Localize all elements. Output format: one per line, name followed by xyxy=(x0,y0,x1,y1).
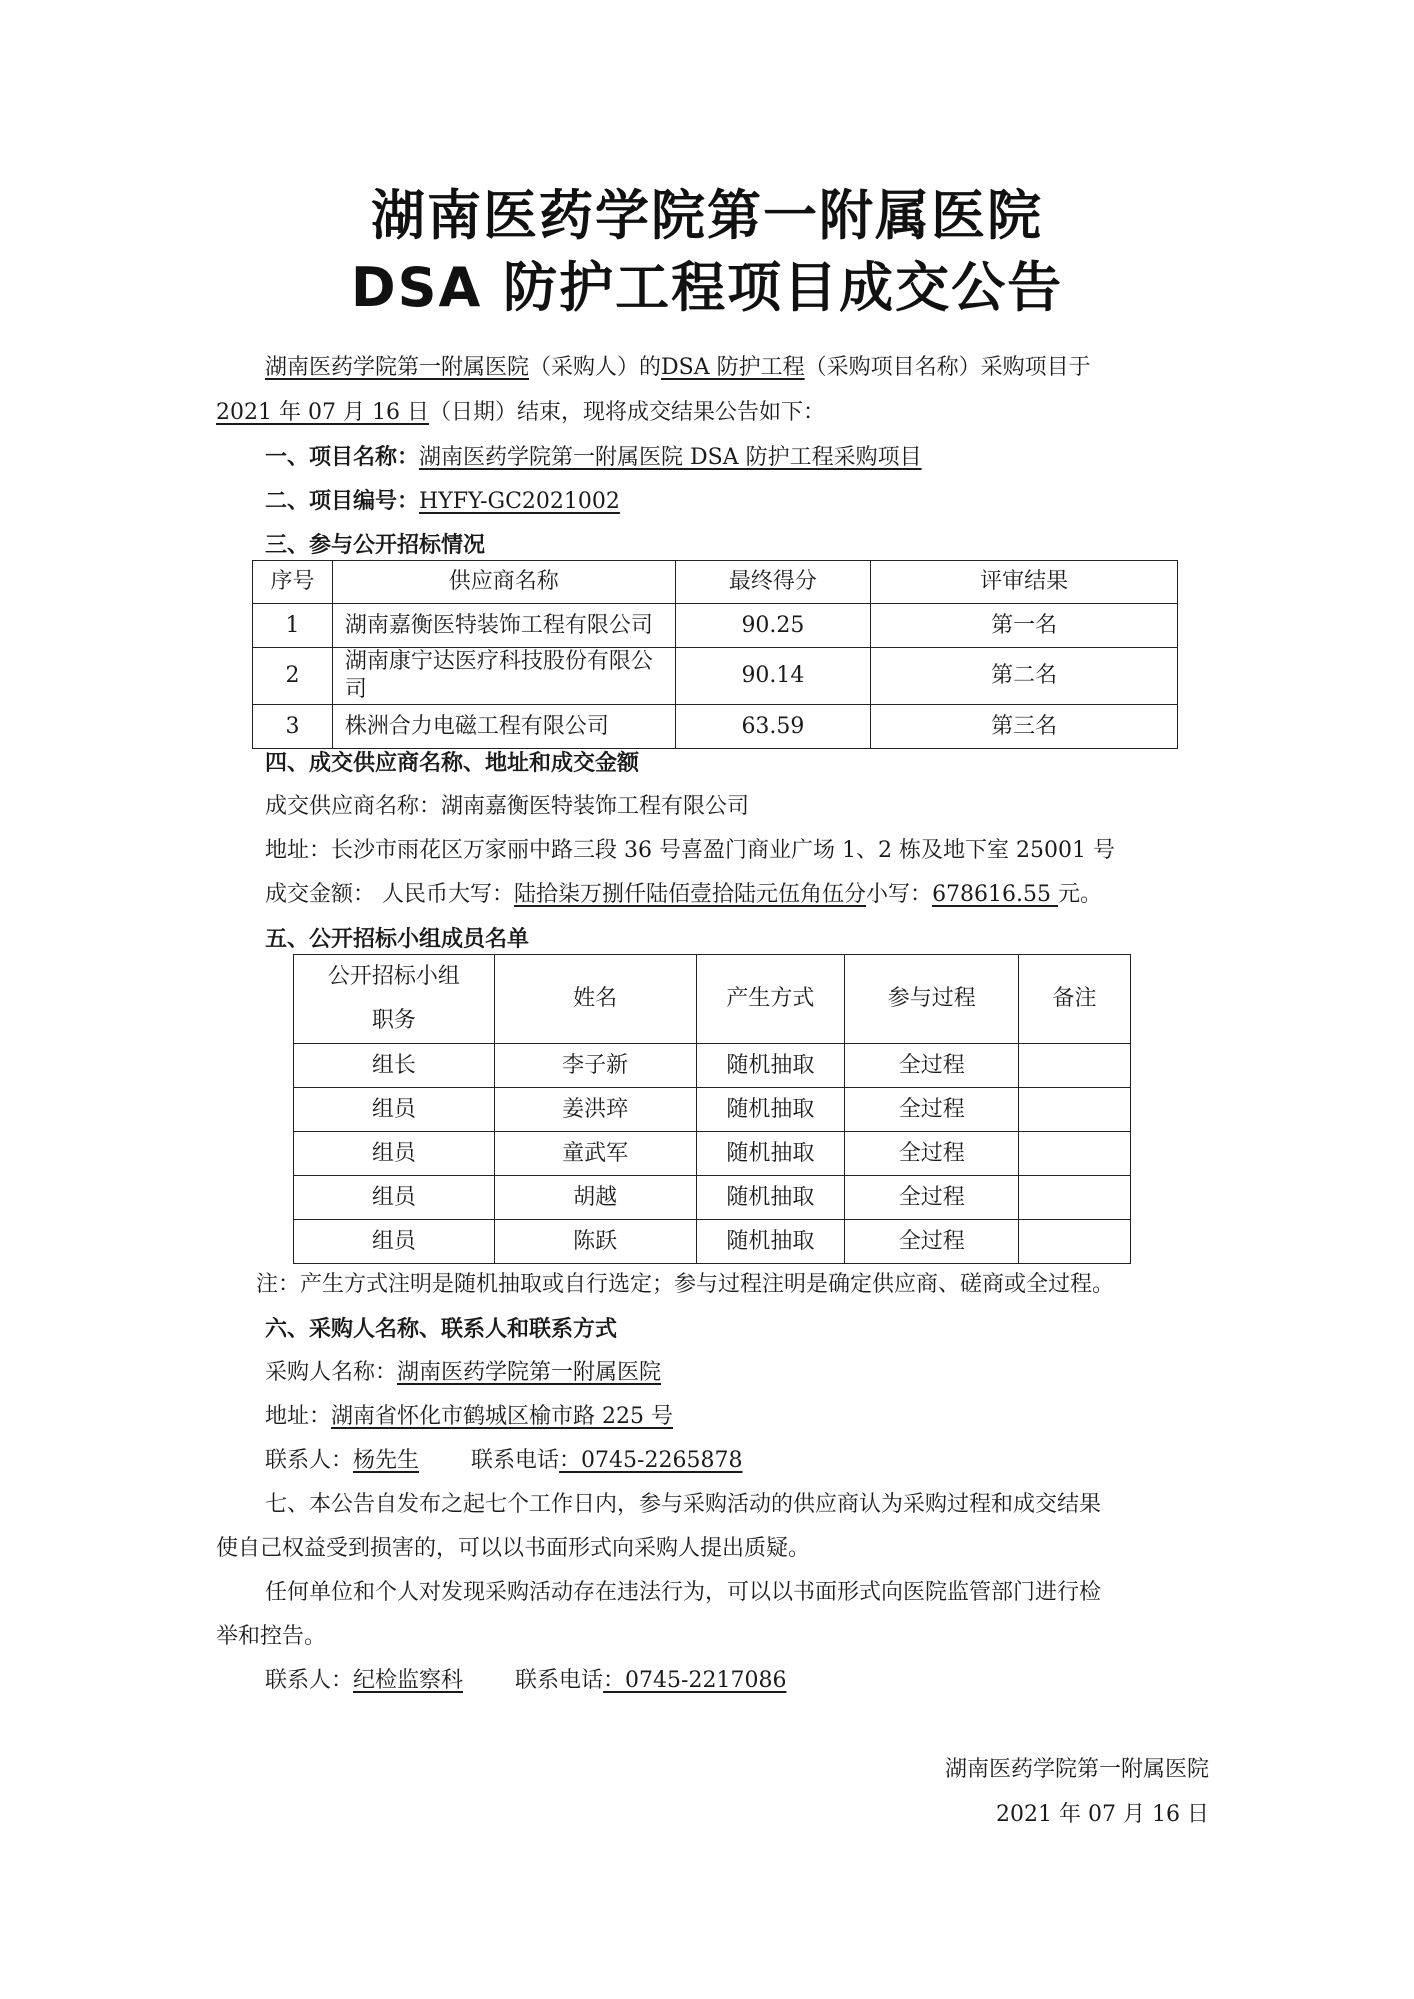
purchaser-phone-value: ：0745-2265878 xyxy=(559,1448,743,1473)
row-index: 3 xyxy=(253,705,333,749)
committee-note: 注：产生方式注明是随机抽取或自行选定；参与过程注明是确定供应商、磋商或全过程。 xyxy=(256,1272,1115,1297)
amount-lower-value: 678616.55 xyxy=(932,882,1059,907)
intro-line-1 xyxy=(265,353,1091,383)
amount-label: 成交金额： xyxy=(265,882,376,907)
header-index: 序号 xyxy=(253,561,333,604)
section-5-heading: 五、公开招标小组成员名单 xyxy=(265,926,530,952)
supervision-contact-line xyxy=(265,1666,786,1696)
member-method: 随机抽取 xyxy=(696,1044,845,1088)
purchaser-address-label: 地址： xyxy=(265,1404,332,1429)
section-project-number xyxy=(265,486,620,517)
header-score: 最终得分 xyxy=(675,561,871,604)
supervision-phone-label: 联系电话 xyxy=(515,1668,604,1693)
bidding-table xyxy=(252,560,1178,749)
section-4-heading: 四、成交供应商名称、地址和成交金额 xyxy=(265,750,640,776)
intro-line-2 xyxy=(216,398,825,428)
member-name: 李子新 xyxy=(494,1044,696,1088)
report-para-line-1: 任何单位和个人对发现采购活动存在违法行为，可以以书面形式向医院监管部门进行检 xyxy=(265,1580,1102,1605)
member-remark xyxy=(1019,1088,1131,1132)
purchaser-contact-label: 联系人： xyxy=(265,1448,354,1473)
report-para-line-2: 举和控告。 xyxy=(216,1624,327,1649)
member-name: 胡越 xyxy=(494,1176,696,1220)
purchaser-phone-label: 联系电话 xyxy=(471,1448,560,1473)
member-position: 组长 xyxy=(294,1044,495,1088)
purchaser-contact-line xyxy=(265,1446,742,1476)
purchaser-name-line xyxy=(265,1358,661,1388)
member-process: 全过程 xyxy=(845,1132,1019,1176)
row-result: 第三名 xyxy=(871,705,1178,749)
row-result: 第二名 xyxy=(871,648,1178,705)
section-2-label: 二、项目编号： xyxy=(265,488,420,514)
table-row xyxy=(294,1220,1131,1264)
committee-table-header xyxy=(294,955,1131,1044)
member-remark xyxy=(1019,1132,1131,1176)
section-6-heading: 六、采购人名称、联系人和联系方式 xyxy=(265,1316,618,1342)
table-row xyxy=(253,604,1178,648)
row-supplier: 湖南嘉衡医特装饰工程有限公司 xyxy=(332,604,675,648)
header-remark: 备注 xyxy=(1019,955,1131,1044)
amount-line xyxy=(265,880,1102,910)
header-process: 参与过程 xyxy=(845,955,1019,1044)
member-method: 随机抽取 xyxy=(696,1220,845,1264)
title-line-2: DSA 防护工程项目成交公告 xyxy=(350,256,1064,319)
project-name-value: 湖南医药学院第一附属医院 DSA 防护工程采购项目 xyxy=(419,445,922,470)
supplier-address-label: 地址： xyxy=(265,838,332,863)
header-name: 姓名 xyxy=(494,955,696,1044)
row-score: 90.25 xyxy=(675,604,871,648)
complaint-para-line-2: 使自己权益受到损害的，可以以书面形式向采购人提出质疑。 xyxy=(216,1536,811,1561)
table-row xyxy=(253,648,1178,705)
member-position: 组员 xyxy=(294,1132,495,1176)
signature-org: 湖南医药学院第一附属医院 xyxy=(944,1757,1209,1782)
supplier-address-line xyxy=(265,836,1115,866)
purchaser-address-line xyxy=(265,1402,673,1432)
header-result: 评审结果 xyxy=(871,561,1178,604)
signature-date: 2021 年 07 月 16 日 xyxy=(996,1802,1209,1827)
complaint-para-line-1: 七、本公告自发布之起七个工作日内，参与采购活动的供应商认为采购过程和成交结果 xyxy=(265,1492,1102,1517)
table-row xyxy=(294,1044,1131,1088)
title-line-1: 湖南医药学院第一附属医院 xyxy=(371,184,1043,247)
supervision-phone-value: ：0745-2217086 xyxy=(603,1668,787,1693)
row-score: 63.59 xyxy=(675,705,871,749)
section-3-heading: 三、参与公开招标情况 xyxy=(265,532,486,558)
member-process: 全过程 xyxy=(845,1088,1019,1132)
supervision-contact-value: 纪检监察科 xyxy=(353,1668,464,1693)
member-remark xyxy=(1019,1044,1131,1088)
table-row xyxy=(253,705,1178,749)
member-name: 姜洪琗 xyxy=(494,1088,696,1132)
purchaser-address-value: 湖南省怀化市鹤城区榆市路 225 号 xyxy=(331,1404,673,1429)
amount-upper-value: 陆拾柒万捌仟陆佰壹拾陆元伍角伍分 xyxy=(514,882,867,907)
purchaser-contact-value: 杨先生 xyxy=(353,1448,420,1473)
row-index: 1 xyxy=(253,604,333,648)
member-method: 随机抽取 xyxy=(696,1176,845,1220)
project-number-value: HYFY-GC2021002 xyxy=(419,489,620,514)
member-method: 随机抽取 xyxy=(696,1088,845,1132)
section-1-label: 一、项目名称： xyxy=(265,444,420,470)
member-name: 童武军 xyxy=(494,1132,696,1176)
row-score: 90.14 xyxy=(675,648,871,705)
member-position: 组员 xyxy=(294,1176,495,1220)
member-remark xyxy=(1019,1220,1131,1264)
amount-lower-label: 小写： xyxy=(866,882,933,907)
header-position: 公开招标小组 职务 xyxy=(294,955,495,1044)
purchaser-name-value: 湖南医药学院第一附属医院 xyxy=(397,1360,662,1385)
member-position: 组员 xyxy=(294,1220,495,1264)
intro-date: 2021 年 07 月 16 日 xyxy=(216,400,429,425)
member-name: 陈跃 xyxy=(494,1220,696,1264)
row-index: 2 xyxy=(253,648,333,705)
supplier-line xyxy=(265,792,749,822)
purchaser-name-label: 采购人名称： xyxy=(265,1360,398,1385)
row-supplier: 湖南康宁达医疗科技股份有限公司 xyxy=(332,648,675,705)
row-supplier: 株洲合力电磁工程有限公司 xyxy=(332,705,675,749)
header-supplier: 供应商名称 xyxy=(332,561,675,604)
table-row xyxy=(294,1132,1131,1176)
member-remark xyxy=(1019,1176,1131,1220)
committee-table xyxy=(293,954,1131,1264)
amount-unit: 元。 xyxy=(1058,882,1103,907)
intro-project-note: （采购项目名称）采购项目于 xyxy=(804,355,1091,380)
bidding-table-header xyxy=(253,561,1178,604)
member-method: 随机抽取 xyxy=(696,1132,845,1176)
member-position: 组员 xyxy=(294,1088,495,1132)
supplier-label: 成交供应商名称： xyxy=(265,794,442,819)
member-process: 全过程 xyxy=(845,1044,1019,1088)
intro-purchaser-note: （采购人）的 xyxy=(529,355,662,380)
supervision-contact-label: 联系人： xyxy=(265,1668,354,1693)
member-process: 全过程 xyxy=(845,1176,1019,1220)
intro-project: DSA 防护工程 xyxy=(661,355,805,380)
section-project-name xyxy=(265,442,922,473)
row-result: 第一名 xyxy=(871,604,1178,648)
supplier-value: 湖南嘉衡医特装饰工程有限公司 xyxy=(441,794,750,819)
supplier-address-value: 长沙市雨花区万家丽中路三段 36 号喜盈门商业广场 1、2 栋及地下室 25001 号 xyxy=(331,838,1115,863)
intro-date-note: （日期）结束，现将成交结果公告如下： xyxy=(428,400,825,425)
amount-upper-label: 人民币大写： xyxy=(382,882,515,907)
header-method: 产生方式 xyxy=(696,955,845,1044)
member-process: 全过程 xyxy=(845,1220,1019,1264)
table-row xyxy=(294,1176,1131,1220)
table-row xyxy=(294,1088,1131,1132)
intro-purchaser: 湖南医药学院第一附属医院 xyxy=(265,355,530,380)
